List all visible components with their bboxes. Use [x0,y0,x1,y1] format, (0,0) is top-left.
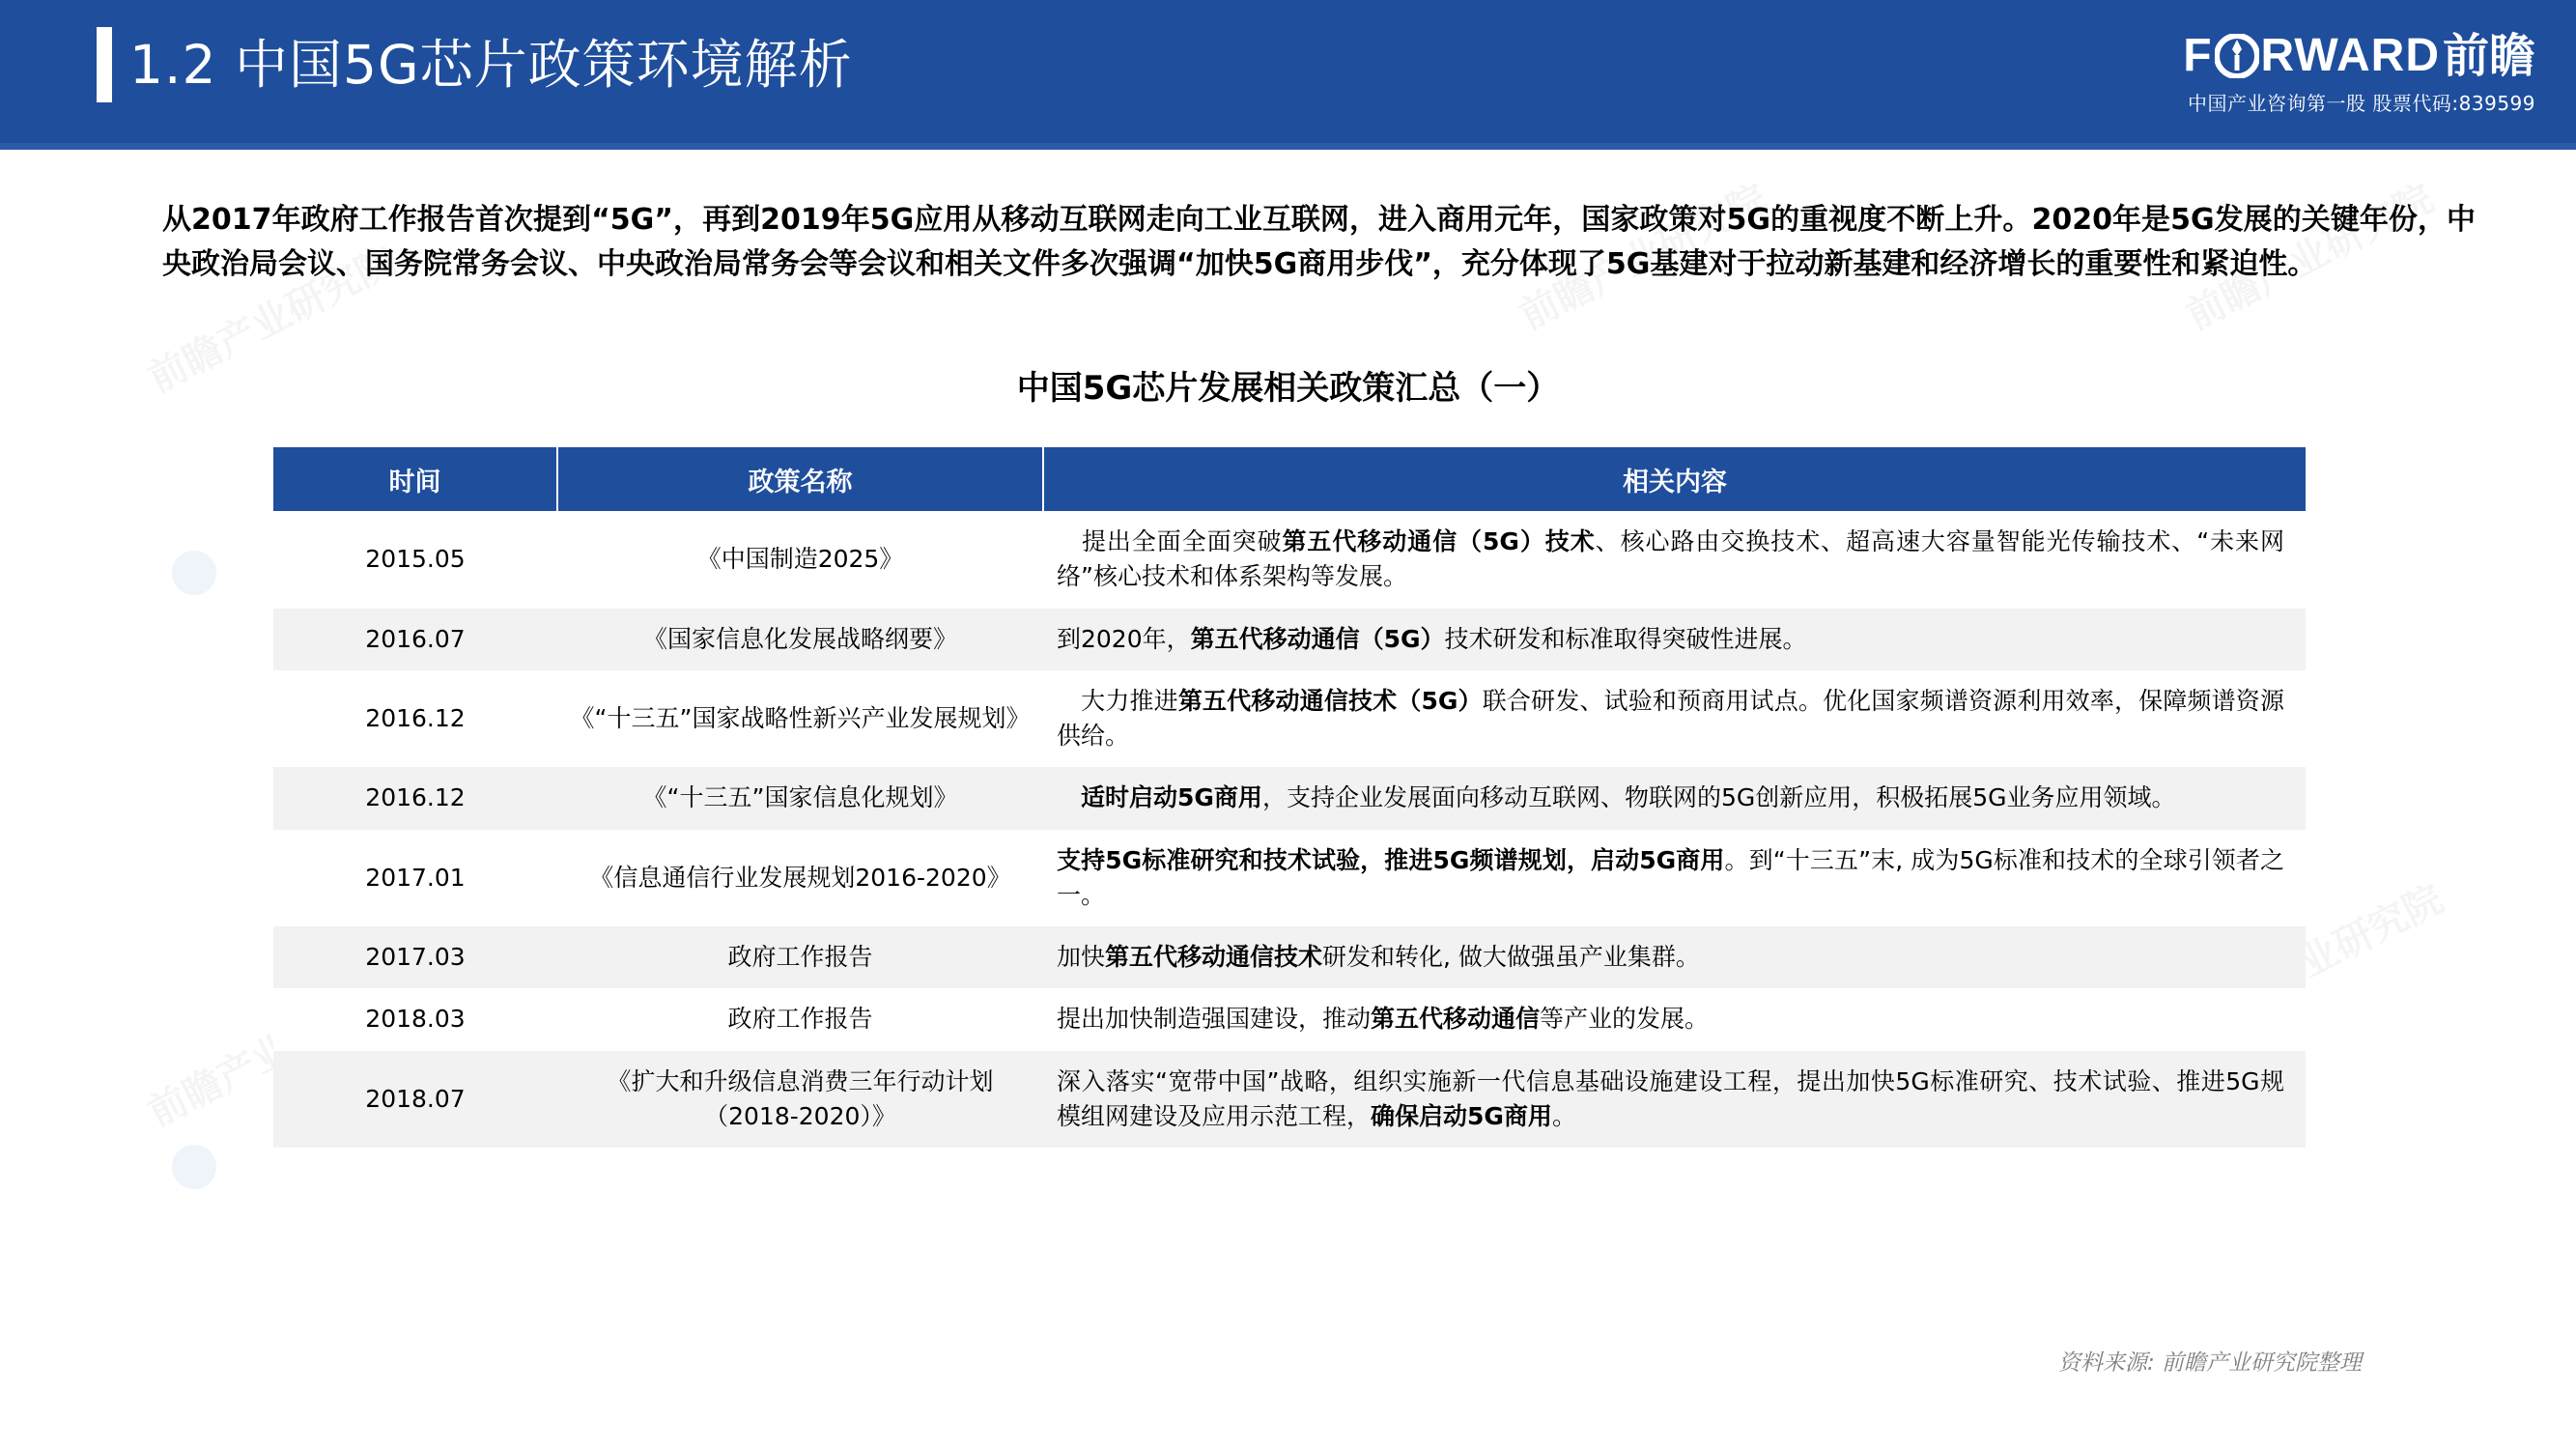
table-row [273,767,2306,829]
cell-content: 深入落实“宽带中国”战略，组织实施新一代信息基础设施建设工程，提出加快5G标准研究、技术试验、推进5G规模组网建设及应用示范工程，确保启动5G商用。 [1043,1051,2306,1149]
table-body [273,511,2306,1148]
page-title-text: 1.2 中国5G芯片政策环境解析 [129,33,853,96]
cell-time: 2017.03 [273,926,557,988]
cell-content: 提出加快制造强国建设，推动第五代移动通信等产业的发展。 [1043,988,2306,1050]
header-bar [0,0,2576,143]
logo-text-left: F [2183,30,2213,81]
cell-policy-name: 《中国制造2025》 [557,511,1043,609]
cell-time: 2018.03 [273,988,557,1050]
logo-wordmark [2183,29,2535,83]
table-row [273,926,2306,988]
cell-policy-name: 《国家信息化发展战略纲要》 [557,609,1043,670]
cell-content: 到2020年，第五代移动通信（5G）技术研发和标准取得突破性进展。 [1043,609,2306,670]
logo-text-right: RWARD [2260,30,2440,81]
watermark-mark [172,1145,216,1189]
logo-subtitle: 中国产业咨询第一股 股票代码:839599 [2188,92,2535,115]
cell-time: 2016.12 [273,670,557,768]
cell-time: 2017.01 [273,830,557,927]
watermark-mark [172,551,216,595]
table-row [273,830,2306,927]
cell-policy-name: 《扩大和升级信息消费三年行动计划（2018-2020）》 [557,1051,1043,1149]
brand-logo [2183,29,2535,116]
table-row [273,609,2306,670]
table-row [273,988,2306,1050]
table-row [273,670,2306,768]
source-note: 资料来源: 前瞻产业研究院整理 [2057,1350,2362,1376]
cell-policy-name: 《“十三五”国家战略性新兴产业发展规划》 [557,670,1043,768]
cell-content: 适时启动5G商用，支持企业发展面向移动互联网、物联网的5G创新应用，积极拓展5G业务应用领域。 [1043,767,2306,829]
table-row [273,511,2306,609]
header-underline [0,143,2576,150]
cell-time: 2016.12 [273,767,557,829]
table-title: 中国5G芯片发展相关政策汇总（一） [1016,369,1560,408]
cell-policy-name: 《信息通信行业发展规划2016-2020》 [557,830,1043,927]
cell-content: 提出全面全面突破第五代移动通信（5G）技术、核心路由交换技术、超高速大容量智能光传输技术、“未来网络”核心技术和体系架构等发展。 [1043,511,2306,609]
table-header-row [273,447,2306,511]
title-accent-bar [97,27,112,102]
logo-text-cn: 前瞻 [2442,29,2535,83]
cell-content: 加快第五代移动通信技术研发和转化, 做大做强虽产业集群。 [1043,926,2306,988]
policy-table-wrapper [273,447,2306,1148]
column-header-name: 政策名称 [557,447,1043,511]
globe-icon [2215,34,2259,78]
cell-policy-name: 《“十三五”国家信息化规划》 [557,767,1043,829]
cell-policy-name: 政府工作报告 [557,988,1043,1050]
cell-time: 2018.07 [273,1051,557,1149]
column-header-content: 相关内容 [1043,447,2306,511]
table-row [273,1051,2306,1149]
cell-time: 2015.05 [273,511,557,609]
intro-paragraph: 从2017年政府工作报告首次提到“5G”，再到2019年5G应用从移动互联网走向工业互联网，进入商用元年，国家政策对5G的重视度不断上升。2020年是5G发展的关键年份，中央政治局会议、国务院常务会议、中央政治局常务会等会议和相关文件多次强调“加快5G商用步伐”，充分体现了5G基建对于拉动新基建和经济增长的重要性和紧迫性。 [162,203,2476,281]
cell-content: 支持5G标准研究和技术试验，推进5G频谱规划，启动5G商用。到“十三五”末, 成为5G标准和技术的全球引领者之一。 [1043,830,2306,927]
cell-policy-name: 政府工作报告 [557,926,1043,988]
table-header [273,447,2306,511]
cell-time: 2016.07 [273,609,557,670]
policy-table [273,447,2306,1148]
cell-content: 大力推进第五代移动通信技术（5G）联合研发、试验和预商用试点。优化国家频谱资源利用效率，保障频谱资源供给。 [1043,670,2306,768]
page-title [97,27,853,102]
column-header-time: 时间 [273,447,557,511]
